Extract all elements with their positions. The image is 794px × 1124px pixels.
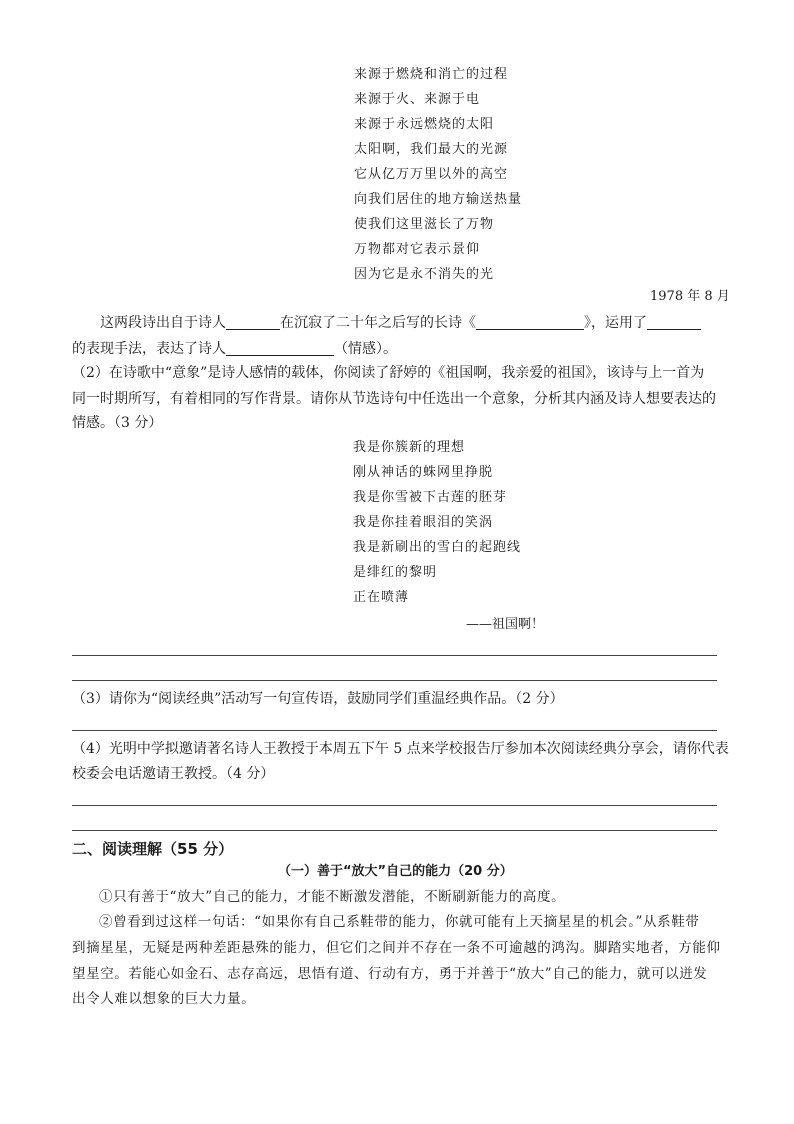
answer-line[interactable]: [72, 680, 717, 681]
poem-line: 因为它是永不消失的光: [354, 267, 495, 282]
poem-date: 1978 年 8 月: [650, 289, 730, 304]
question-3: （3）请你为“阅读经典”活动写一句宣传语，鼓励同学们重温经典作品。（2 分）: [72, 691, 564, 707]
answer-line[interactable]: [72, 830, 717, 831]
poem-excerpt-one: [354, 62, 522, 287]
poem-title-answer-blank[interactable]: [476, 313, 584, 330]
section-heading: 二、阅读理解（55 分）: [72, 840, 234, 858]
q1-text: （情感）。: [334, 341, 397, 357]
poem-line: 使我们这里滋长了万物: [354, 217, 495, 232]
q1-text: 在沉寂了二十年之后写的长诗《: [280, 315, 476, 331]
question-1-line-2: [72, 336, 397, 362]
poem-line: 太阳啊，我们最大的光源: [354, 142, 509, 157]
poem-line: 是绯红的黎明: [353, 565, 438, 580]
poem-line: 刚从神话的蛛网里挣脱: [353, 465, 494, 480]
poem-line: 向我们居住的地方输送热量: [354, 192, 523, 207]
article-title: （一）善于“放大”自己的能力（20 分）: [278, 864, 513, 879]
emotion-answer-blank[interactable]: [226, 339, 334, 356]
article-paragraph-2-line: 望星空。若能心如金石、志存高远，思悟有道、行动有方，勇于并善于“放大”自己的能力，就可以迸发: [72, 966, 708, 982]
article-paragraph-2-line: ②曾看到过这样一句话：“如果你有自己系鞋带的能力，你就可能有上天摘星星的机会。”从系鞋带: [99, 914, 700, 930]
poem-line: 我是新刷出的雪白的起跑线: [353, 540, 522, 555]
poem-line: 它从亿万万里以外的高空: [354, 167, 509, 182]
question-2-line: （2）在诗歌中“意象”是诗人感情的载体，你阅读了舒婷的《祖国啊，我亲爱的祖国》，该诗与上一首为: [72, 365, 705, 381]
question-2-line: 情感。（3 分）: [72, 415, 163, 431]
answer-line[interactable]: [72, 805, 717, 806]
poem-signature: ——祖国啊！: [466, 617, 545, 632]
poem-line: 万物都对它表示景仰: [354, 242, 481, 257]
question-1-line-1: [100, 310, 701, 336]
article-paragraph-1: ①只有善于“放大”自己的能力，才能不断激发潜能，不断刷新能力的高度。: [99, 889, 566, 905]
poem-excerpt-two: [353, 435, 521, 610]
poet-answer-blank[interactable]: [226, 313, 280, 330]
poem-line: 来源于燃烧和消亡的过程: [354, 67, 509, 82]
poem-line: 正在喷薄: [353, 590, 410, 605]
poem-line: 来源于永远燃烧的太阳: [354, 117, 495, 132]
poem-line: 我是你簇新的理想: [353, 440, 466, 455]
question-2-line: 同一时期所写，有着相同的写作背景。请你从节选诗句中任选出一个意象，分析其内涵及诗人想要表达的: [72, 391, 716, 407]
article-paragraph-2-line: 到摘星星，无疑是两种差距悬殊的能力，但它们之间并不存在一条不可逾越的鸿沟。脚踏实地者，方能仰: [72, 940, 721, 956]
article-paragraph-2-line: 出令人难以想象的巨大力量。: [72, 991, 256, 1007]
q1-text: 这两段诗出自于诗人: [100, 315, 226, 331]
question-4-line: 校委会电话邀请王教授。（4 分）: [72, 766, 275, 782]
technique-answer-blank[interactable]: [647, 313, 701, 330]
poem-line: 来源于火、来源于电: [354, 92, 481, 107]
answer-line[interactable]: [72, 730, 717, 731]
q1-text: 》，运用了: [584, 315, 647, 331]
poem-line: 我是你雪被下古莲的胚芽: [353, 490, 508, 505]
q1-text: 的表现手法，表达了诗人: [72, 341, 226, 357]
question-4-line: （4）光明中学拟邀请著名诗人王教授于本周五下午 5 点来学校报告厅参加本次阅读经典分享会，请你代表: [72, 741, 729, 757]
answer-line[interactable]: [72, 655, 717, 656]
poem-line: 我是你挂着眼泪的笑涡: [353, 515, 494, 530]
